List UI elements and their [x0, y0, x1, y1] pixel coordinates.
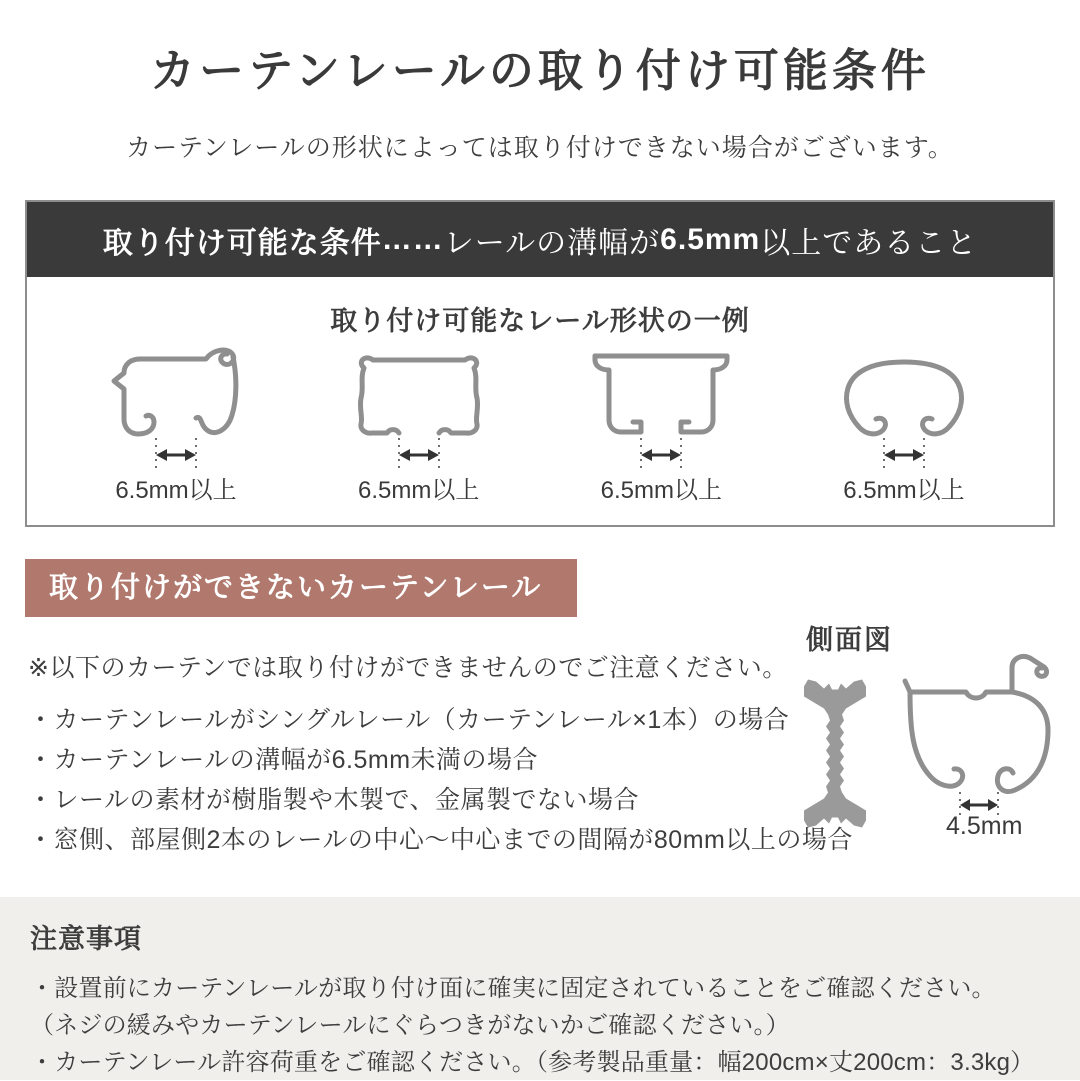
incompatible-rails-note: ※以下のカーテンでは取り付けができませんのでご注意ください。 [28, 654, 788, 682]
list-item: ・レールの素材が樹脂製や木製で、金属製でない場合 [28, 786, 640, 814]
note-line: （ネジの緩みやカーテンレールにぐらつきがないかご確認ください。） [30, 1012, 790, 1039]
rail-notched-box-cross-section-icon [319, 344, 519, 474]
side-view-title: 側面図 [806, 625, 893, 655]
page-title: カーテンレールの取り付け可能条件 [150, 45, 930, 96]
rail-shape-examples-row [27, 338, 1053, 505]
rail-c-channel-cross-section-icon [76, 344, 276, 474]
rail-dimension-label: 6.5mm以上 [843, 477, 965, 504]
incompatible-rails-list [28, 700, 853, 860]
notes-heading: 注意事項 [30, 924, 142, 954]
rail-flanged-box-cross-section-icon [561, 344, 761, 474]
list-item: ・窓側、部屋側2本のレールの中心～中心までの間隔が80mm以上の場合 [28, 826, 853, 854]
side-view-ribbed-rail-icon [796, 672, 881, 847]
rail-diagram-notched-box [300, 344, 538, 505]
banner-condition-label: 取り付け可能な条件 [102, 226, 382, 260]
banner-condition-text: レールの溝幅が [443, 226, 661, 260]
rail-shapes-title: 取り付け可能なレール形状の一例 [330, 306, 750, 336]
list-item: ・カーテンレールがシングルレール（カーテンレール×1本）の場合 [28, 706, 790, 734]
installable-condition-banner [27, 202, 1053, 277]
rail-diagram-oval [785, 344, 1023, 505]
rail-diagram-c-channel [57, 344, 295, 505]
notes-section [0, 897, 1080, 1080]
side-view-dimension-label: 4.5mm [946, 812, 1023, 840]
list-item: ・カーテンレールの溝幅が6.5mm未満の場合 [28, 746, 539, 774]
page-subtitle: カーテンレールの形状によっては取り付けできない場合がございます。 [126, 134, 954, 162]
rail-dimension-label: 6.5mm以上 [600, 477, 722, 504]
rail-diagram-flanged-box [542, 344, 780, 505]
banner-condition-suffix: 以上であること [760, 226, 978, 260]
side-view-hook-rail-icon [898, 648, 1070, 820]
rail-dimension-label: 6.5mm以上 [357, 477, 480, 504]
banner-dots: …… [381, 222, 444, 256]
not-installable-banner: 取り付けができないカーテンレール [25, 559, 577, 617]
note-line: ・設置前にカーテンレールが取り付け面に確実に固定されていることをご確認ください。 [30, 975, 996, 1002]
rail-dimension-label: 6.5mm以上 [115, 477, 237, 504]
rail-oval-cross-section-icon [804, 344, 1004, 474]
banner-dimension-value: 6.5mm [660, 222, 761, 256]
installable-conditions-panel [25, 200, 1055, 527]
note-line: ・カーテンレール許容荷重をご確認ください。（参考製品重量：幅200cm×丈200cm：3.3kg） [30, 1049, 1035, 1076]
